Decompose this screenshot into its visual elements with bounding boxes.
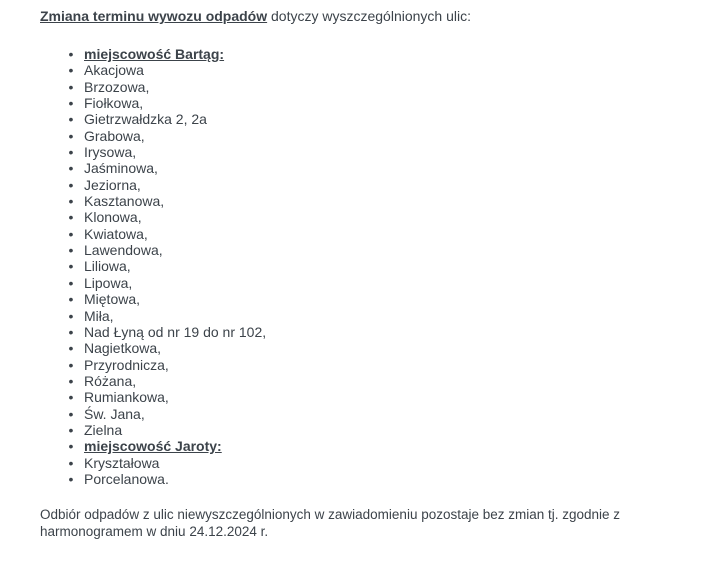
title-subtext: dotyczy wyszczególnionych ulic: — [267, 8, 471, 24]
street-name: Lipowa, — [84, 274, 133, 291]
street-name: Irysowa, — [84, 144, 137, 161]
list-item — [40, 275, 672, 291]
street-name: Akacjowa — [84, 62, 144, 79]
bullet-icon: • — [68, 389, 74, 406]
list-item — [40, 226, 672, 242]
list-item — [40, 357, 672, 373]
street-name: Kwiatowa, — [84, 225, 148, 242]
list-item — [40, 62, 672, 78]
bullet-icon: • — [68, 258, 74, 275]
list-item — [40, 242, 672, 258]
bullet-icon: • — [68, 95, 74, 112]
street-list — [40, 46, 672, 487]
bullet-icon: • — [68, 470, 74, 487]
bullet-icon: • — [68, 274, 74, 291]
bullet-icon: • — [68, 438, 74, 455]
street-name: Kasztanowa, — [84, 193, 165, 210]
list-item — [40, 455, 672, 471]
street-name: Nad Łyną od nr 19 do nr 102, — [84, 323, 267, 340]
footer-line-2: harmonogramem w dniu 24.12.2024 r. — [40, 523, 269, 539]
list-item — [40, 291, 672, 307]
list-item — [40, 209, 672, 225]
bullet-icon: • — [68, 291, 74, 308]
street-name: Klonowa, — [84, 209, 142, 226]
bullet-icon: • — [68, 144, 74, 161]
footer-line-1: Odbiór odpadów z ulic niewyszczególnionych w zawiadomieniu pozostaje bez zmian tj. zgodnie z — [40, 507, 621, 523]
bullet-icon: • — [68, 372, 74, 389]
bullet-icon: • — [68, 209, 74, 226]
bullet-icon: • — [68, 405, 74, 422]
street-name: Fiołkowa, — [84, 95, 144, 112]
list-item — [40, 324, 672, 340]
list-item — [40, 389, 672, 405]
bullet-icon: • — [68, 62, 74, 79]
bullet-icon: • — [68, 193, 74, 210]
bullet-icon: • — [68, 421, 74, 438]
bullet-icon: • — [68, 356, 74, 373]
street-name: miejscowość Bartąg: — [84, 46, 225, 62]
list-item — [40, 340, 672, 356]
street-name: Grabowa, — [84, 127, 145, 144]
street-name: Lawendowa, — [84, 242, 163, 259]
street-name: Liliowa, — [84, 258, 131, 275]
list-item — [40, 95, 672, 111]
bullet-icon: • — [68, 323, 74, 340]
list-item — [40, 128, 672, 144]
street-name: Jeziorna, — [84, 176, 141, 193]
list-item — [40, 406, 672, 422]
street-name: Zielna — [84, 421, 123, 438]
bullet-icon: • — [68, 307, 74, 324]
bullet-icon: • — [68, 111, 74, 128]
list-item — [40, 471, 672, 487]
street-name: Gietrzwałdzka 2, 2a — [84, 111, 207, 128]
bullet-icon: • — [68, 160, 74, 177]
list-item-section-header — [40, 438, 672, 454]
street-name: Nagietkowa, — [84, 340, 162, 357]
street-name: Brzozowa, — [84, 78, 150, 95]
list-item — [40, 308, 672, 324]
list-item — [40, 373, 672, 389]
list-item — [40, 422, 672, 438]
street-name: Jaśminowa, — [84, 160, 158, 177]
list-item — [40, 193, 672, 209]
bullet-icon: • — [68, 46, 74, 62]
street-name: Różana, — [84, 372, 137, 389]
list-item — [40, 144, 672, 160]
bullet-icon: • — [68, 176, 74, 193]
bullet-icon: • — [68, 340, 74, 357]
street-name: Św. Jana, — [84, 405, 145, 422]
bullet-icon: • — [68, 127, 74, 144]
list-item — [40, 258, 672, 274]
street-name: miejscowość Jaroty: — [84, 438, 222, 455]
bullet-icon: • — [68, 454, 74, 471]
list-item — [40, 79, 672, 95]
street-name: Kryształowa — [84, 454, 160, 471]
list-item — [40, 111, 672, 127]
street-name: Porcelanowa. — [84, 470, 169, 487]
bullet-icon: • — [68, 78, 74, 95]
bullet-icon: • — [68, 242, 74, 259]
footer-note — [40, 507, 672, 540]
title-main: Zmiana terminu wywozu odpadów — [40, 8, 268, 24]
street-name: Miętowa, — [84, 291, 141, 308]
street-name: Miła, — [84, 307, 114, 324]
list-item-section-header — [40, 46, 672, 62]
list-item — [40, 160, 672, 176]
page-title — [40, 8, 672, 25]
street-name: Przyrodnicza, — [84, 356, 169, 373]
bullet-icon: • — [68, 225, 74, 242]
street-name: Rumiankowa, — [84, 389, 169, 406]
list-item — [40, 177, 672, 193]
